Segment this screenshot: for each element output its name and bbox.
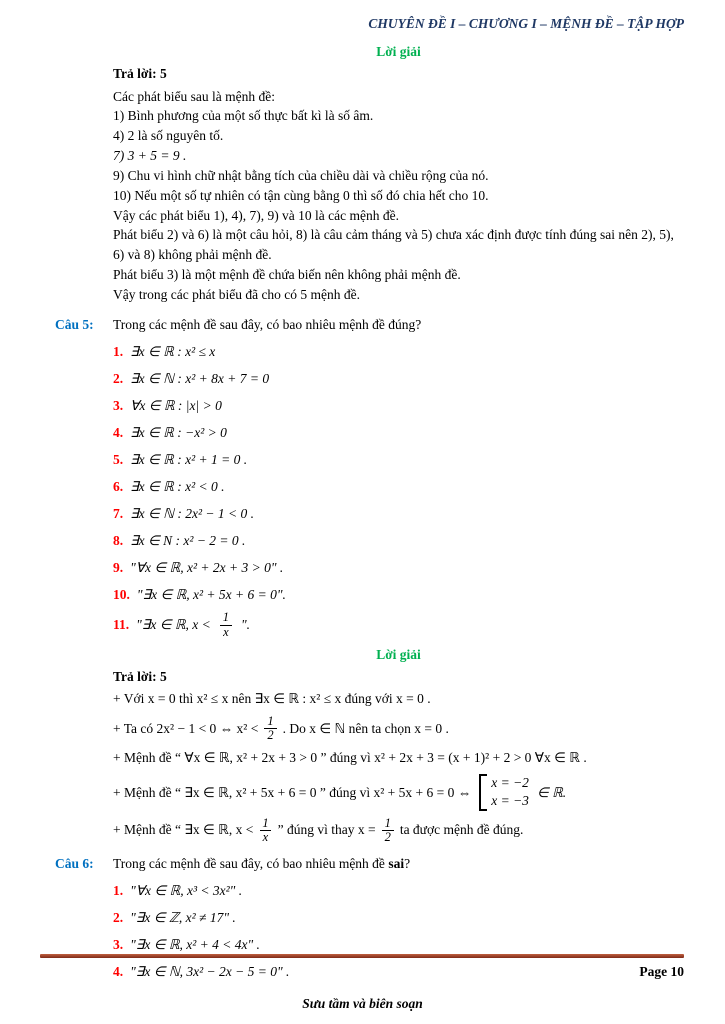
- solution-line: 10) Nếu một số tự nhiên có tận cùng bằng 0 thì số đó chia hết cho 10.: [113, 187, 489, 203]
- item-number: 2.: [113, 370, 124, 386]
- question-6-text-bold: sai: [388, 855, 405, 871]
- item-formula: ∃x ∈ ℝ : x² ≤ x: [130, 343, 216, 359]
- item-formula: ∀x ∈ ℝ : |x| > 0: [130, 397, 222, 413]
- solution-line: Vậy các phát biểu 1), 4), 7), 9) và 10 là các mệnh đề.: [113, 207, 400, 223]
- solution-text: ” đúng vì thay x =: [277, 822, 376, 838]
- fraction: [259, 817, 271, 844]
- item-formula: "∀x ∈ ℝ, x³ < 3x²" .: [130, 882, 243, 898]
- solution-text: + Mệnh đề “ ∃x ∈ ℝ, x² + 5x + 6 = 0 ” đúng vì x² + 5x + 6 = 0 ⇔: [113, 784, 472, 800]
- solution-line: + Mệnh đề “ ∀x ∈ ℝ, x² + 2x + 3 > 0 ” đúng vì x² + 2x + 3 = (x + 1)² + 2 > 0 ∀x ∈ ℝ .: [113, 750, 587, 766]
- cau5-item-11: [113, 611, 684, 638]
- item-number: 7.: [113, 505, 124, 521]
- item-number: 1.: [113, 343, 124, 359]
- item-formula: "∃x ∈ ℤ, x² ≠ 17" .: [130, 909, 236, 925]
- item-formula: "∃x ∈ ℝ, x² + 5x + 6 = 0".: [136, 586, 286, 602]
- item-formula: ∃x ∈ ℝ : x² < 0 .: [130, 478, 225, 494]
- cases-column: [491, 774, 529, 810]
- solution-line: 9) Chu vi hình chữ nhật bằng tích của chiều dài và chiều rộng của nó.: [113, 167, 489, 183]
- item-formula: "∃x ∈ ℝ, x² + 4 < 4x" .: [130, 936, 260, 952]
- item-number: 11.: [113, 617, 130, 633]
- item-formula: ∃x ∈ ℝ : x² + 1 = 0 .: [130, 451, 248, 467]
- item-formula-post: ".: [241, 617, 251, 633]
- solution-line: Phát biểu 2) và 6) là một câu hỏi, 8) là câu cảm tháng và 5) chưa xác định được tính đúng sai nên 2), 5), 6) và 8) không phải mệnh đề.: [113, 227, 674, 263]
- question-6-text-post: ?: [404, 855, 411, 871]
- cau6-item-2: [113, 907, 684, 927]
- item-number: 2.: [113, 909, 124, 925]
- fraction-denominator: x: [220, 625, 232, 639]
- question-5-label: Câu 5:: [55, 316, 94, 332]
- question-5-text: Trong các mệnh đề sau đây, có bao nhiêu mệnh đề đúng?: [113, 316, 422, 332]
- fraction-denominator: 2: [382, 830, 394, 844]
- chapter-title: CHUYÊN ĐỀ I – CHƯƠNG I – MỆNH ĐỀ – TẬP HỢP: [368, 16, 684, 31]
- solution-line: 4) 2 là số nguyên tố.: [113, 128, 224, 144]
- item-formula: ∃x ∈ ℝ : −x² > 0: [130, 424, 227, 440]
- cau6-item-4: [113, 961, 684, 981]
- page-header: [0, 0, 725, 32]
- item-formula: ∃x ∈ N : x² − 2 = 0 .: [130, 532, 246, 548]
- cau5-item-6: [113, 476, 684, 496]
- cau5-item-9: [113, 557, 684, 577]
- case-line: x = −3: [491, 793, 529, 809]
- cau6-item-1: [113, 880, 684, 900]
- fraction-numerator: 1: [222, 610, 230, 625]
- solution-line: Vậy trong các phát biểu đã cho có 5 mệnh đề.: [113, 287, 361, 302]
- solution-line: Các phát biểu sau là mệnh đề:: [113, 88, 275, 104]
- question-5: [55, 315, 684, 335]
- solution-text: + Mệnh đề “ ∃x ∈ ℝ, x <: [113, 822, 254, 838]
- fraction-denominator: x: [260, 830, 272, 844]
- item-number: 3.: [113, 936, 124, 952]
- document-body: [0, 32, 725, 981]
- item-number: 4.: [113, 424, 124, 440]
- solution-line: 7) 3 + 5 = 9 .: [113, 148, 187, 164]
- cau5-item-2: [113, 368, 684, 388]
- item-number: 4.: [113, 963, 124, 979]
- solution-line: Phát biểu 3) là một mệnh đề chứa biến nên không phải mệnh đề.: [113, 267, 461, 283]
- cau5-item-5: [113, 449, 684, 469]
- cau6-item-3: [113, 934, 684, 954]
- cau5-item-8: [113, 530, 684, 550]
- fraction-numerator: 1: [262, 815, 269, 830]
- loi-giai-heading-2: Lời giải: [376, 646, 421, 662]
- answer-line-2: Trả lời: 5: [113, 668, 167, 684]
- item-formula: ∃x ∈ ℕ : 2x² − 1 < 0 .: [130, 505, 254, 521]
- fraction: [220, 611, 232, 638]
- item-formula: "∃x ∈ ℕ, 3x² − 2x − 5 = 0" .: [130, 963, 290, 979]
- solution-text: + Ta có 2x² − 1 < 0 ⇔ x² <: [113, 720, 259, 736]
- cau5-item-7: [113, 503, 684, 523]
- case-line: x = −2: [491, 775, 529, 791]
- question-6: [55, 854, 684, 874]
- solution-text: ta được mệnh đề đúng.: [399, 822, 524, 838]
- question-6-label: Câu 6:: [55, 855, 94, 871]
- item-number: 1.: [113, 882, 124, 898]
- fraction: [264, 715, 276, 742]
- left-bracket-icon: [479, 774, 487, 810]
- footer-divider: [40, 954, 684, 958]
- fraction-numerator: 1: [267, 714, 274, 729]
- item-number: 5.: [113, 451, 124, 467]
- loi-giai-heading-1: Lời giải: [376, 44, 421, 59]
- question-6-text-pre: Trong các mệnh đề sau đây, có bao nhiêu mệnh đề: [113, 855, 389, 871]
- fraction: [382, 817, 394, 844]
- question-6-text: [113, 856, 410, 871]
- item-number: 10.: [113, 586, 130, 602]
- answer-line-1: Trả lời: 5: [113, 66, 167, 81]
- cau5-item-1: [113, 341, 684, 361]
- item-number: 6.: [113, 478, 124, 494]
- solution-line-cases: [113, 774, 684, 810]
- footer-note: Sưu tầm và biên soạn: [302, 996, 423, 1011]
- solution-line-fraction: [113, 817, 684, 844]
- fraction-numerator: 1: [384, 815, 391, 830]
- cau5-item-3: [113, 395, 684, 415]
- item-formula: "∀x ∈ ℝ, x² + 2x + 3 > 0" .: [130, 559, 284, 575]
- cau5-item-4: [113, 422, 684, 442]
- item-formula: ∃x ∈ ℕ : x² + 8x + 7 = 0: [130, 370, 270, 386]
- solution-line-fraction: [113, 715, 684, 742]
- item-number: 3.: [113, 397, 124, 413]
- cau5-item-10: [113, 584, 684, 604]
- item-number: 8.: [113, 532, 124, 548]
- solution-text: ∈ ℝ.: [536, 784, 567, 800]
- solution-line: + Với x = 0 thì x² ≤ x nên ∃x ∈ ℝ : x² ≤ x đúng với x = 0 .: [113, 691, 431, 707]
- page-number: Page 10: [639, 964, 684, 979]
- cases-group: [479, 774, 529, 810]
- solution-text: . Do x ∈ ℕ nên ta chọn x = 0 .: [282, 720, 449, 736]
- fraction-denominator: 2: [264, 728, 276, 742]
- solution-line: 1) Bình phương của một số thực bất kì là số âm.: [113, 108, 374, 124]
- item-formula-pre: "∃x ∈ ℝ, x <: [136, 617, 211, 633]
- item-number: 9.: [113, 559, 124, 575]
